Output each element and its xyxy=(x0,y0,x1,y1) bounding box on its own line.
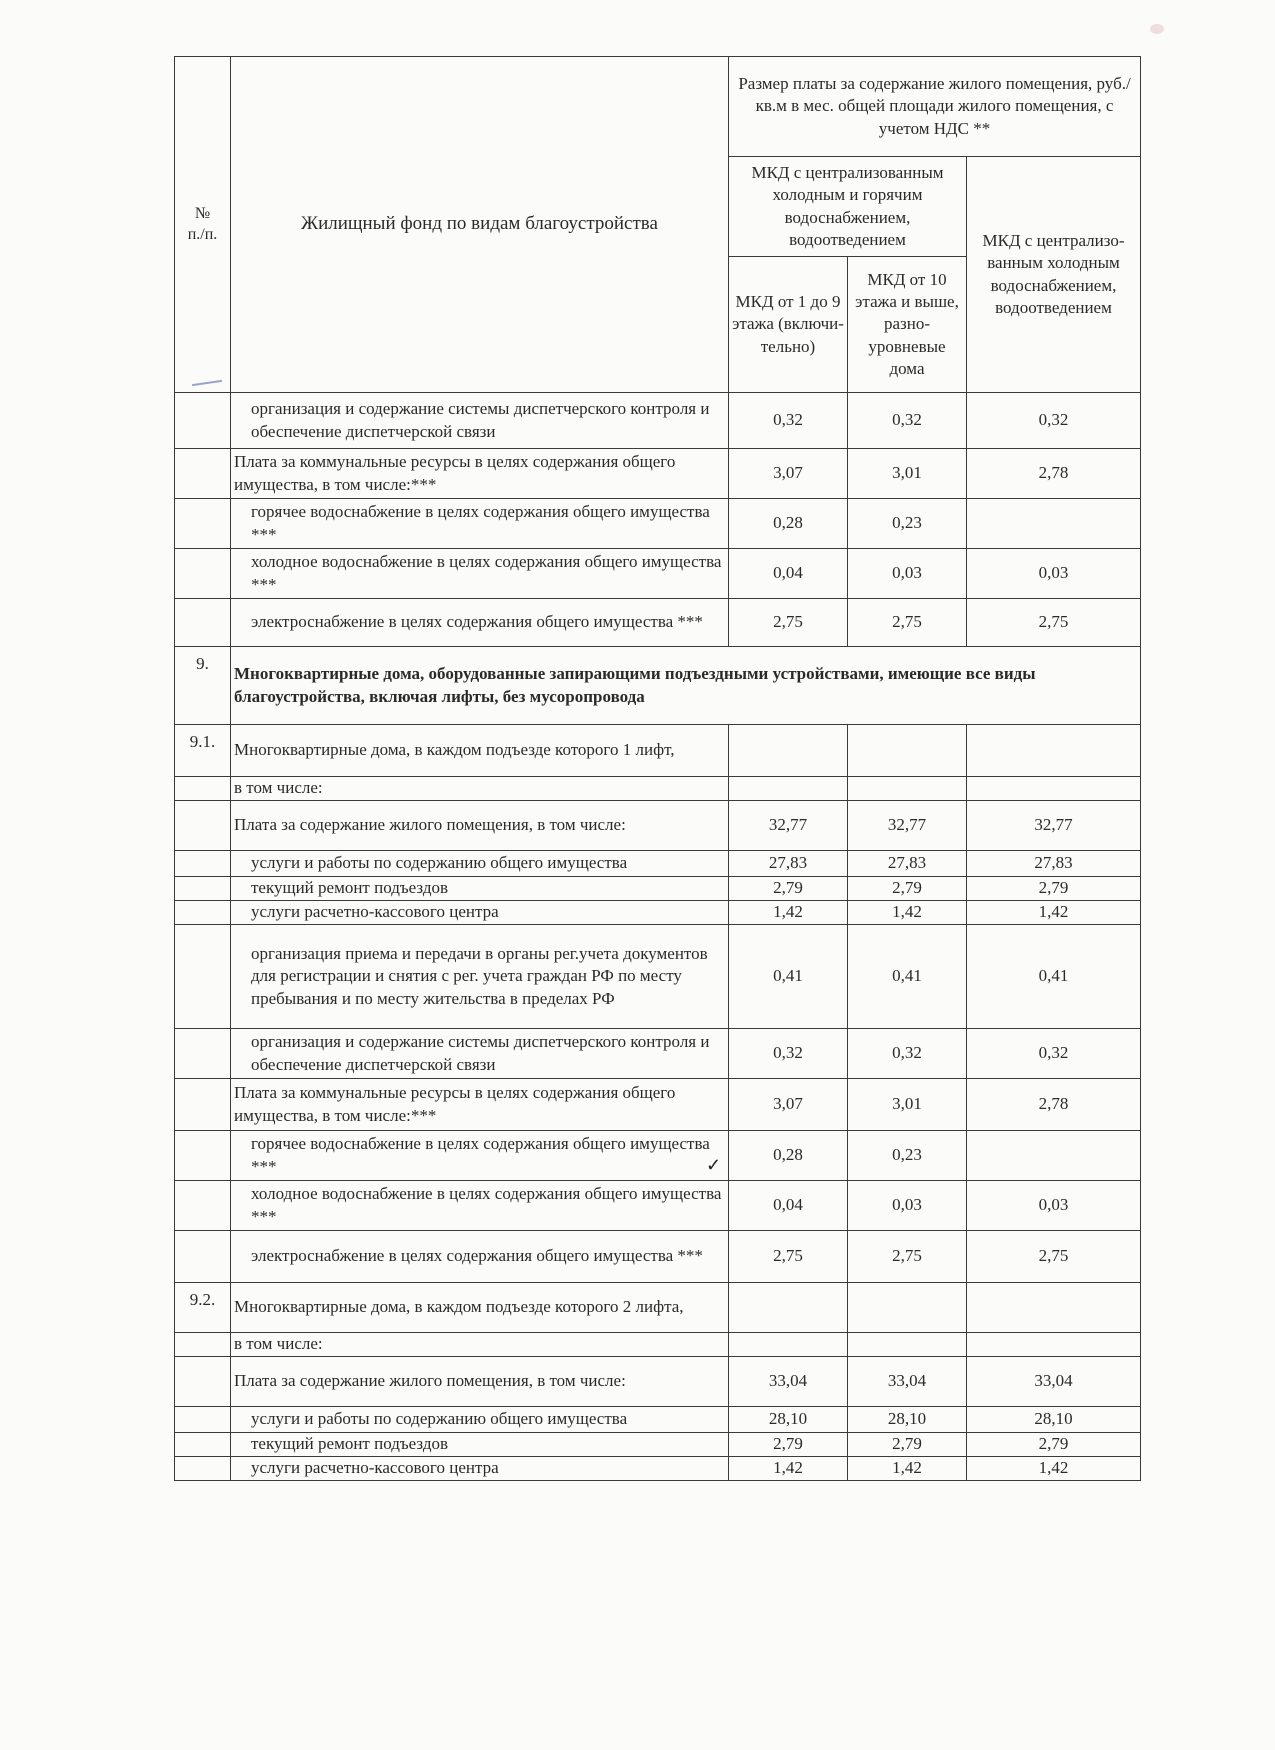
header-group-hot-cold: МКД с централизованным холодным и горячим водоснабжением, водоотведением xyxy=(729,157,967,257)
value-col-1: 28,10 xyxy=(729,1407,848,1433)
value-col-2: 3,01 xyxy=(848,449,967,499)
scan-speck xyxy=(1150,24,1164,34)
value-col-2: 0,32 xyxy=(848,393,967,449)
value-col-3 xyxy=(967,1333,1141,1357)
row-name: текущий ремонт подъездов xyxy=(231,1433,729,1457)
row-name: в том числе: xyxy=(231,1333,729,1357)
value-col-1: 0,28 xyxy=(729,1131,848,1181)
row-name: текущий ремонт подъездов xyxy=(231,877,729,901)
value-col-3: 0,32 xyxy=(967,1029,1141,1079)
value-col-3: 0,41 xyxy=(967,925,1141,1029)
row-number xyxy=(175,1079,231,1131)
value-col-1: 3,07 xyxy=(729,1079,848,1131)
header-col-cold-only: МКД с централизо-ванным холодным водоснабжением, водоотведением xyxy=(967,157,1141,393)
table-row xyxy=(175,1029,1141,1079)
value-col-1: 0,04 xyxy=(729,549,848,599)
value-col-2: 2,79 xyxy=(848,1433,967,1457)
value-col-1: 33,04 xyxy=(729,1357,848,1407)
value-col-1: 1,42 xyxy=(729,901,848,925)
row-number xyxy=(175,1407,231,1433)
value-col-2: 0,03 xyxy=(848,1181,967,1231)
table-row xyxy=(175,777,1141,801)
row-number xyxy=(175,1029,231,1079)
row-number xyxy=(175,851,231,877)
table-row xyxy=(175,1407,1141,1433)
row-name: организация приема и передачи в органы рег.учета документов для регистрации и снятия с рег. учета граждан РФ по месту пребывания и по месту жительства в пределах РФ xyxy=(231,925,729,1029)
row-number xyxy=(175,1333,231,1357)
row-name: Плата за содержание жилого помещения, в том числе: xyxy=(231,801,729,851)
value-col-3: 27,83 xyxy=(967,851,1141,877)
row-name: горячее водоснабжение в целях содержания общего имущества *** xyxy=(231,1131,729,1181)
table-row xyxy=(175,1079,1141,1131)
value-col-2: 32,77 xyxy=(848,801,967,851)
section-title: Многоквартирные дома, оборудованные запирающими подъездными устройствами, имеющие все виды благоустройства, включая лифты, без мусоропровода xyxy=(231,647,1141,725)
row-number xyxy=(175,393,231,449)
row-number xyxy=(175,1181,231,1231)
value-col-3: 0,32 xyxy=(967,393,1141,449)
value-col-1: 1,42 xyxy=(729,1457,848,1481)
table-row xyxy=(175,1181,1141,1231)
row-number xyxy=(175,877,231,901)
row-number xyxy=(175,449,231,499)
value-col-1: 2,79 xyxy=(729,1433,848,1457)
row-name: услуги и работы по содержанию общего имущества xyxy=(231,851,729,877)
value-col-2: 27,83 xyxy=(848,851,967,877)
row-number xyxy=(175,777,231,801)
value-col-3 xyxy=(967,1283,1141,1333)
row-number xyxy=(175,925,231,1029)
value-col-3: 2,78 xyxy=(967,449,1141,499)
value-col-1 xyxy=(729,725,848,777)
table-row xyxy=(175,1131,1141,1181)
row-name: услуги и работы по содержанию общего имущества xyxy=(231,1407,729,1433)
row-number xyxy=(175,549,231,599)
row-name: Плата за содержание жилого помещения, в том числе: xyxy=(231,1357,729,1407)
row-name: Многоквартирные дома, в каждом подъезде которого 1 лифт, xyxy=(231,725,729,777)
value-col-2: 1,42 xyxy=(848,1457,967,1481)
value-col-2 xyxy=(848,725,967,777)
row-name: холодное водоснабжение в целях содержания общего имущества *** xyxy=(231,549,729,599)
row-number xyxy=(175,599,231,647)
table-row xyxy=(175,851,1141,877)
value-col-1: 2,79 xyxy=(729,877,848,901)
table-row xyxy=(175,801,1141,851)
value-col-1: 27,83 xyxy=(729,851,848,877)
row-name: услуги расчетно-кассового центра xyxy=(231,901,729,925)
value-col-3 xyxy=(967,777,1141,801)
table-row xyxy=(175,647,1141,725)
value-col-2 xyxy=(848,1283,967,1333)
value-col-1: 2,75 xyxy=(729,1231,848,1283)
table-row xyxy=(175,549,1141,599)
table-row xyxy=(175,725,1141,777)
value-col-3: 1,42 xyxy=(967,1457,1141,1481)
row-name: в том числе: xyxy=(231,777,729,801)
value-col-3 xyxy=(967,499,1141,549)
value-col-1: 0,28 xyxy=(729,499,848,549)
value-col-2: 2,75 xyxy=(848,1231,967,1283)
value-col-1: 32,77 xyxy=(729,801,848,851)
value-col-2: 0,23 xyxy=(848,499,967,549)
table-row xyxy=(175,1231,1141,1283)
row-number xyxy=(175,901,231,925)
row-name: электроснабжение в целях содержания общего имущества *** xyxy=(231,599,729,647)
header-housing-fund: Жилищный фонд по видам благоустройства xyxy=(231,57,729,393)
value-col-2: 2,75 xyxy=(848,599,967,647)
value-col-2: 0,32 xyxy=(848,1029,967,1079)
row-number: 9.2. xyxy=(175,1283,231,1333)
table-row xyxy=(175,1457,1141,1481)
value-col-2: 0,03 xyxy=(848,549,967,599)
value-col-1: 0,32 xyxy=(729,1029,848,1079)
table-row xyxy=(175,901,1141,925)
table-row xyxy=(175,599,1141,647)
value-col-3: 0,03 xyxy=(967,549,1141,599)
table-row xyxy=(175,1433,1141,1457)
value-col-2: 0,23 xyxy=(848,1131,967,1181)
row-name: горячее водоснабжение в целях содержания общего имущества *** xyxy=(231,499,729,549)
row-number xyxy=(175,1457,231,1481)
value-col-1 xyxy=(729,1333,848,1357)
row-number xyxy=(175,499,231,549)
value-col-1: 2,75 xyxy=(729,599,848,647)
row-number xyxy=(175,1231,231,1283)
value-col-2: 2,79 xyxy=(848,877,967,901)
value-col-1: 3,07 xyxy=(729,449,848,499)
row-number: 9. xyxy=(175,647,231,725)
row-number: 9.1. xyxy=(175,725,231,777)
row-name: электроснабжение в целях содержания общего имущества *** xyxy=(231,1231,729,1283)
value-col-3 xyxy=(967,1131,1141,1181)
table-row xyxy=(175,877,1141,901)
table-row xyxy=(175,925,1141,1029)
table-row xyxy=(175,393,1141,449)
row-number xyxy=(175,1433,231,1457)
value-col-2: 28,10 xyxy=(848,1407,967,1433)
table-row xyxy=(175,1283,1141,1333)
header-col-1-9-floors: МКД от 1 до 9 этажа (включи-тельно) xyxy=(729,257,848,393)
value-col-2: 1,42 xyxy=(848,901,967,925)
table-row xyxy=(175,1357,1141,1407)
value-col-1: 0,32 xyxy=(729,393,848,449)
table-row xyxy=(175,1333,1141,1357)
value-col-2: 0,41 xyxy=(848,925,967,1029)
value-col-3: 2,79 xyxy=(967,1433,1141,1457)
value-col-3: 1,42 xyxy=(967,901,1141,925)
value-col-2: 3,01 xyxy=(848,1079,967,1131)
pen-tick-mark: ✓ xyxy=(706,1155,722,1175)
header-number: № п./п. xyxy=(175,57,231,393)
row-name: организация и содержание системы диспетчерского контроля и обеспечение диспетчерской связи xyxy=(231,1029,729,1079)
value-col-2 xyxy=(848,777,967,801)
value-col-3: 28,10 xyxy=(967,1407,1141,1433)
value-col-3 xyxy=(967,725,1141,777)
row-name: Плата за коммунальные ресурсы в целях содержания общего имущества, в том числе:*** xyxy=(231,1079,729,1131)
row-number xyxy=(175,1131,231,1181)
row-name: организация и содержание системы диспетчерского контроля и обеспечение диспетчерской связи xyxy=(231,393,729,449)
value-col-3: 0,03 xyxy=(967,1181,1141,1231)
value-col-3: 33,04 xyxy=(967,1357,1141,1407)
row-name: Многоквартирные дома, в каждом подъезде которого 2 лифта, xyxy=(231,1283,729,1333)
value-col-3: 2,78 xyxy=(967,1079,1141,1131)
value-col-2: 33,04 xyxy=(848,1357,967,1407)
header-fee-size: Размер платы за содержание жилого помещения, руб./кв.м в мес. общей площади жилого помещения, с учетом НДС ** xyxy=(729,57,1141,157)
row-name: услуги расчетно-кассового центра xyxy=(231,1457,729,1481)
header-col-10-plus-floors: МКД от 10 этажа и выше, разно-уровневые дома xyxy=(848,257,967,393)
value-col-1: 0,04 xyxy=(729,1181,848,1231)
row-number xyxy=(175,801,231,851)
value-col-1: 0,41 xyxy=(729,925,848,1029)
tariff-table xyxy=(174,56,1141,1481)
row-name: Плата за коммунальные ресурсы в целях содержания общего имущества, в том числе:*** xyxy=(231,449,729,499)
row-number xyxy=(175,1357,231,1407)
row-name: холодное водоснабжение в целях содержания общего имущества *** xyxy=(231,1181,729,1231)
value-col-1 xyxy=(729,777,848,801)
value-col-3: 2,75 xyxy=(967,599,1141,647)
value-col-3: 2,79 xyxy=(967,877,1141,901)
value-col-2 xyxy=(848,1333,967,1357)
value-col-3: 2,75 xyxy=(967,1231,1141,1283)
table-row xyxy=(175,449,1141,499)
table-body xyxy=(175,393,1141,1481)
value-col-1 xyxy=(729,1283,848,1333)
table-row xyxy=(175,499,1141,549)
value-col-3: 32,77 xyxy=(967,801,1141,851)
